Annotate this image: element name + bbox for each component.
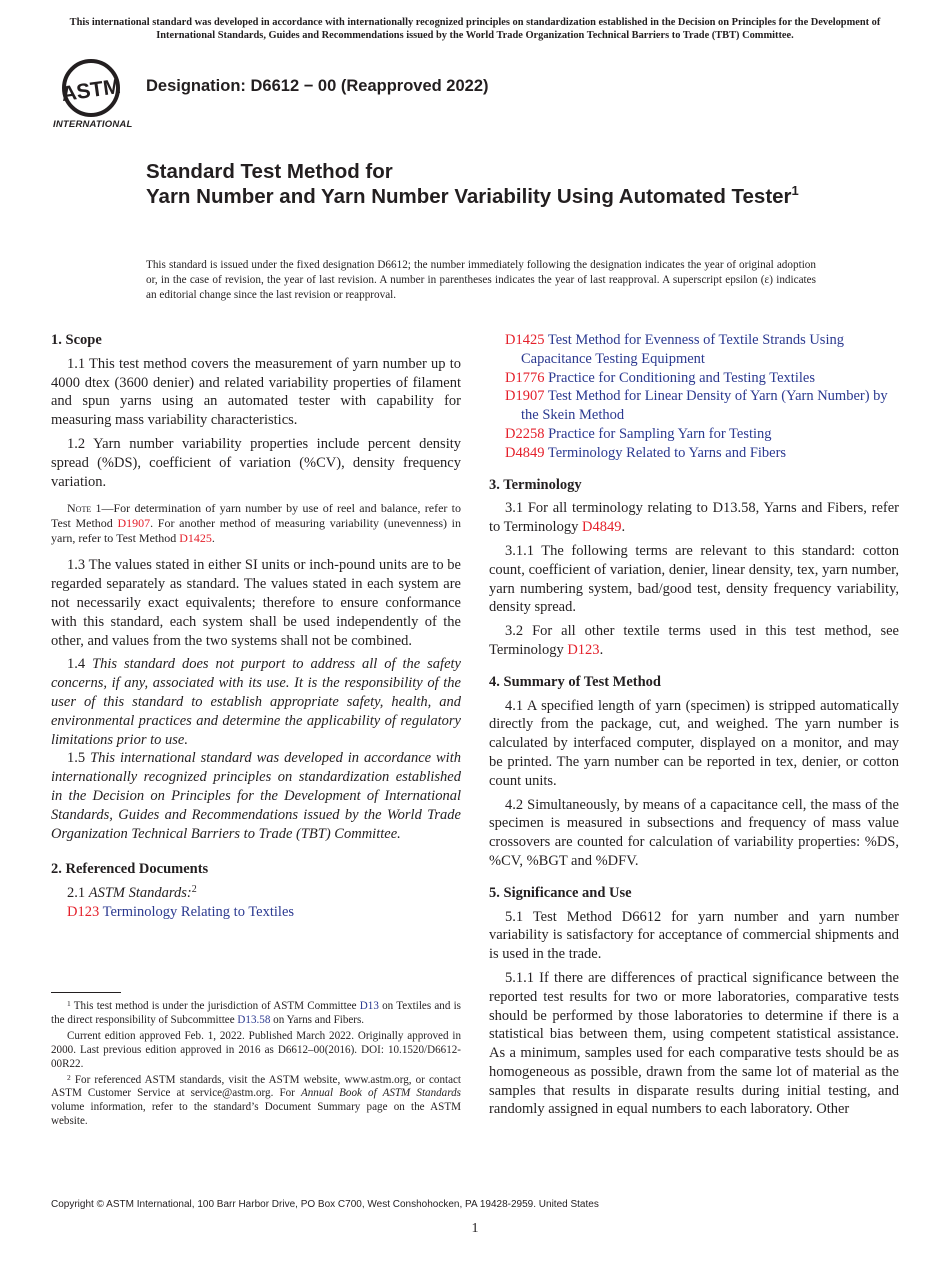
- page-number: 1: [471, 1221, 479, 1236]
- terminology-heading: 3. Terminology: [489, 476, 582, 493]
- referenced-2-1-num: 2.1: [67, 885, 89, 902]
- ref-title[interactable]: Test Method for Linear Density of Yarn (Yarn Number) by the Skein Method: [521, 388, 888, 424]
- note-1-text: —For determination of yarn number by use of reel and balance, refer to Test Method: [51, 501, 462, 531]
- footnote-1-mark: 1: [67, 999, 71, 1008]
- top-notice: This international standard was developed in accordance with internationally recognized principles on standardization established in the Decision on Principles for the Development of International Standards, Guides and Recommendations issued by the World Trade Organization Technical Barriers to Trade (TBT) Committee.: [69, 17, 881, 41]
- ref-code[interactable]: D123: [67, 903, 100, 920]
- scope-1-1: 1.1 This test method covers the measurement of yarn number up to 4000 dtex (3600 denier) and related variability properties of filament and spun yarns using an automated tester with capability for measuring mass variability characteristics.: [51, 355, 461, 429]
- significance-5-1-1: 5.1.1 If there are differences of practical significance between the reported test results for two or more laboratories, comparative tests should be performed by those laboratories to determine if there is a statistical bias between them, using competent statistical assistance. As a minimum, samples used for each comparative tests should be as homogeneous as possible, drawn from the same lot of material as the samples that results in disparate results during initial testing, and randomly assigned in equal numbers to each laboratory. Other: [489, 969, 899, 1118]
- terminology-3-2-end: .: [599, 641, 604, 658]
- title-footnote-mark: 1: [791, 182, 799, 198]
- referenced-2-1: [51, 884, 461, 903]
- scope-1-5: [51, 749, 461, 843]
- ref-title[interactable]: Practice for Sampling Yarn for Testing: [548, 425, 772, 442]
- ref-title[interactable]: Test Method for Evenness of Textile Strands Using Capacitance Testing Equipment: [521, 332, 844, 367]
- ref-code[interactable]: D4849: [505, 444, 545, 461]
- ref-code[interactable]: D1425: [505, 332, 545, 348]
- link-d13[interactable]: D13: [359, 1000, 379, 1012]
- link-d4849[interactable]: D4849: [581, 519, 622, 536]
- scope-1-4-num: 1.4: [67, 656, 93, 673]
- designation: Designation: D6612 − 00 (Reapproved 2022): [146, 77, 489, 95]
- scope-heading: 1. Scope: [51, 332, 102, 348]
- footnote-2: [51, 1074, 461, 1130]
- scope-1-3: 1.3 The values stated in either SI units or inch-pound units are to be regarded separately as standard. The values stated in each system are not necessarily exact equivalents; therefore to ensure conformance with this standard, each system shall be used independently of the other, and values from the two systems shall not be combined.: [51, 557, 461, 649]
- title-main: Yarn Number and Yarn Number Variability Using Automated Tester: [146, 184, 792, 208]
- ref-d123[interactable]: [51, 903, 461, 922]
- terminology-3-1-1: 3.1.1 The following terms are relevant to this standard: cotton count, coefficient of variation, denier, linear density, tex, yarn number, yarn numbering system, bad/good test, density frequency variability, density spread.: [489, 542, 899, 616]
- footnote-2-italic: Annual Book of ASTM Standards: [300, 1087, 461, 1100]
- left-column: [51, 331, 461, 922]
- terminology-3-1-end: .: [621, 519, 626, 536]
- significance-heading: 5. Significance and Use: [489, 884, 632, 901]
- ref-d1776[interactable]: [489, 369, 899, 388]
- scope-1-4: [51, 655, 461, 749]
- summary-4-2: 4.2 Simultaneously, by means of a capacitance cell, the mass of the specimen is measured in subsections and frequency of mass value crossovers are counted for calculation of variability properties: %DS, %CV, %BGT and %DFV.: [489, 796, 899, 869]
- significance-5-1: 5.1 Test Method D6612 for yarn number and yarn number variability is satisfactory for acceptance of commercial shipments and is used in the trade.: [489, 908, 899, 963]
- referenced-heading: 2. Referenced Documents: [51, 861, 209, 878]
- right-column: [489, 331, 899, 1119]
- terminology-3-1-text: 3.1 For all terminology relating to D13.58, Yarns and Fibers, refer to Terminology: [489, 500, 899, 536]
- ref-code[interactable]: D1776: [505, 369, 545, 386]
- summary-4-1: 4.1 A specified length of yarn (specimen) is stripped automatically directly from the package, cut, and weighed. The yarn number is calculated by interfaced computer, displayed on a monitor, and may be printed. The yarn number can be reported in tex, denier, or cotton count units.: [489, 697, 899, 789]
- terminology-3-2-text: 3.2 For all other textile terms used in this test method, see Terminology: [489, 623, 899, 658]
- footnote-rule: [51, 992, 121, 993]
- footnotes: [51, 1000, 461, 1131]
- terminology-3-1: [489, 499, 899, 537]
- footnote-1-text-2: on Textiles and is the direct responsibility of Subcommittee: [51, 1000, 461, 1026]
- ref-d1907[interactable]: [489, 387, 899, 425]
- footnote-2-mark: 2: [67, 1072, 71, 1082]
- terminology-3-2: [489, 622, 899, 660]
- note-1-text-3: .: [211, 531, 215, 546]
- ref-title[interactable]: Terminology Relating to Textiles: [102, 903, 295, 920]
- scope-1-5-num: 1.5: [67, 750, 91, 767]
- astm-standards-label: ASTM Standards:: [88, 885, 192, 902]
- scope-1-4-text: This standard does not purport to address all of the safety concerns, if any, associated with its use. It is the responsibility of the user of this standard to establish appropriate safety, health, and environmental practices and determine the applicability of regulatory limitations prior to use.: [51, 656, 461, 748]
- link-d1425[interactable]: D1425: [179, 531, 212, 546]
- note-1-text-2: . For another method of measuring variability (unevenness) in yarn, refer to Test Method: [51, 516, 461, 546]
- copyright: Copyright © ASTM International, 100 Barr Harbor Drive, PO Box C700, West Conshohocken, PA 19428-2959. United States: [51, 1199, 599, 1210]
- referenced-2-1-sup: 2: [191, 884, 197, 896]
- note-1-label: Note 1: [67, 501, 102, 516]
- ref-title[interactable]: Terminology Related to Yarns and Fibers: [547, 444, 787, 461]
- ref-title[interactable]: Practice for Conditioning and Testing Textiles: [548, 369, 815, 386]
- ref-d2258[interactable]: [489, 425, 899, 444]
- ref-d4849[interactable]: [489, 444, 899, 463]
- footnote-1: [51, 1000, 461, 1028]
- link-d1907[interactable]: D1907: [117, 516, 151, 531]
- note-1: [51, 501, 461, 546]
- footnote-1-edition: Current edition approved Feb. 1, 2022. Published March 2022. Originally approved in 2000. Last previous edition approved in 2016 as D6612–00(2016). DOI: 10.1520/D6612-00R22.: [51, 1029, 461, 1070]
- ref-code[interactable]: D2258: [505, 425, 545, 442]
- issued-note: This standard is issued under the fixed designation D6612; the number immediately following the designation indicates the year of original adoption or, in the case of revision, the year of last revision. A number in parentheses indicates the year of last reapproval. A superscript epsilon (ε) indicates an editorial change since the last revision or reapproval.: [146, 259, 816, 301]
- astm-logo-mark: ASTM: [60, 74, 123, 107]
- page-title: [146, 160, 876, 209]
- ref-code[interactable]: D1907: [505, 388, 545, 405]
- scope-1-5-text: This international standard was developed in accordance with internationally recognized principles on standardization established in the Decision on Principles for the Development of International Standards, Guides and Recommendations issued by the World Trade Organization Technical Barriers to Trade (TBT) Committee.: [51, 750, 461, 842]
- title-line-2: [146, 182, 876, 210]
- footnote-2-text-2: volume information, refer to the standard’s Document Summary page on the ASTM website.: [51, 1101, 461, 1128]
- ref-d1425[interactable]: [489, 331, 899, 369]
- scope-1-2: 1.2 Yarn number variability properties include percent density spread (%DS), coefficient of variation (%CV), density frequency variation.: [51, 435, 461, 490]
- footnote-1-text: This test method is under the jurisdiction of ASTM Committee: [70, 1000, 360, 1012]
- link-d13-58[interactable]: D13.58: [237, 1013, 271, 1026]
- astm-logo-caption: INTERNATIONAL: [53, 119, 133, 130]
- title-line-1: Standard Test Method for: [146, 160, 393, 183]
- link-d123[interactable]: D123: [567, 641, 600, 658]
- footnote-1-text-3: on Yarns and Fibers.: [270, 1013, 365, 1026]
- summary-heading: 4. Summary of Test Method: [489, 673, 661, 690]
- footnote-2-text: For referenced ASTM standards, visit the ASTM website, www.astm.org, or contact ASTM Customer Service at service@astm.org. For: [51, 1073, 461, 1100]
